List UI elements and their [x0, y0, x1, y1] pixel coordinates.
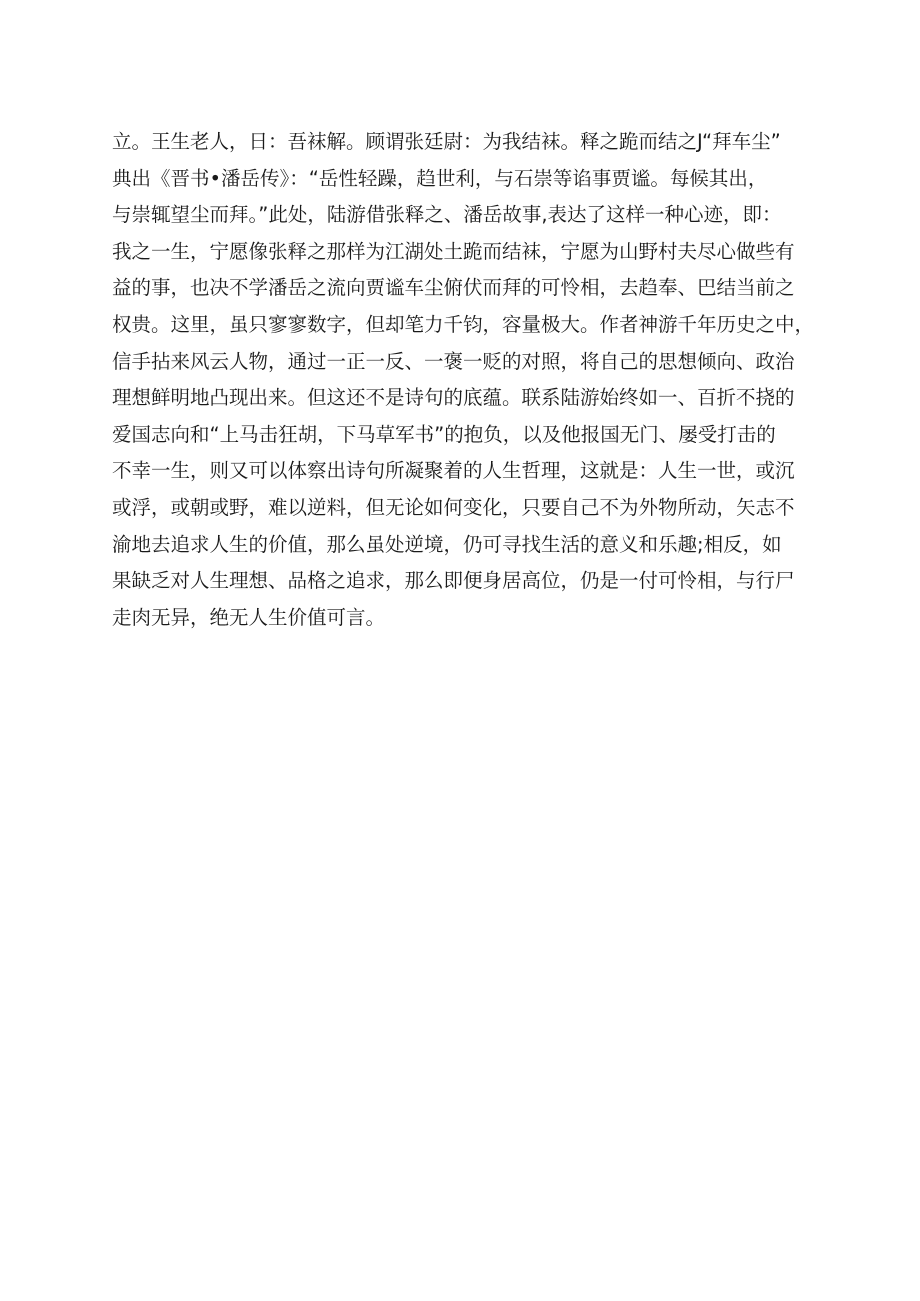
text-line: 不幸一生，则又可以体察出诗句所凝聚着的人生哲理，这就是：人生一世，或沉	[112, 459, 795, 483]
text-line: 果缺乏对人生理想、品格之追求，那么即便身居高位，仍是一付可怜相，与行尸	[112, 569, 795, 593]
text-line: 走肉无异，绝无人生价值可言。	[112, 605, 386, 629]
text-line: 典出《晋书•潘岳传》：“岳性轻躁，趋世利，与石崇等谄事贾谧。每候其出，	[112, 166, 768, 190]
body-paragraph	[112, 124, 842, 636]
text-line: 立。王生老人，日：吾袜解。顾谓张廷尉：为我结袜。释之跪而结之J“拜车尘”	[112, 130, 781, 153]
text-line: 益的事，也决不学潘岳之流向贾谧车尘俯伏而拜的可怜相，去趋奉、巴结当前之	[112, 276, 795, 300]
text-line: 理想鲜明地凸现出来。但这还不是诗句的底蕴。联系陆游始终如一、百折不挠的	[112, 386, 795, 410]
text-line: 或浮，或朝或野，难以逆料，但无论如何变化，只要自己不为外物所动，矢志不	[112, 495, 795, 519]
text-line: 信手拈来风云人物，通过一正一反、一褒一贬的对照，将自己的思想倾向、政治	[112, 349, 795, 373]
text-line: 我之一生，宁愿像张释之那样为江湖处土跪而结袜，宁愿为山野村夫尽心做些有	[112, 239, 795, 263]
text-line: 渝地去追求人生的价值，那么虽处逆境，仍可寻找生活的意义和乐趣;相反，如	[112, 532, 782, 556]
text-line: 与崇辄望尘而拜。”此处，陆游借张释之、潘岳故事,表达了这样一种心迹，即：	[112, 203, 782, 227]
text-line: 权贵。这里，虽只寥寥数字，但却笔力千钧，容量极大。作者神游千年历史之中，	[112, 312, 815, 336]
text-line: 爱国志向和“上马击狂胡，下马草军书”的抱负，以及他报国无门、屡受打击的	[112, 422, 776, 446]
